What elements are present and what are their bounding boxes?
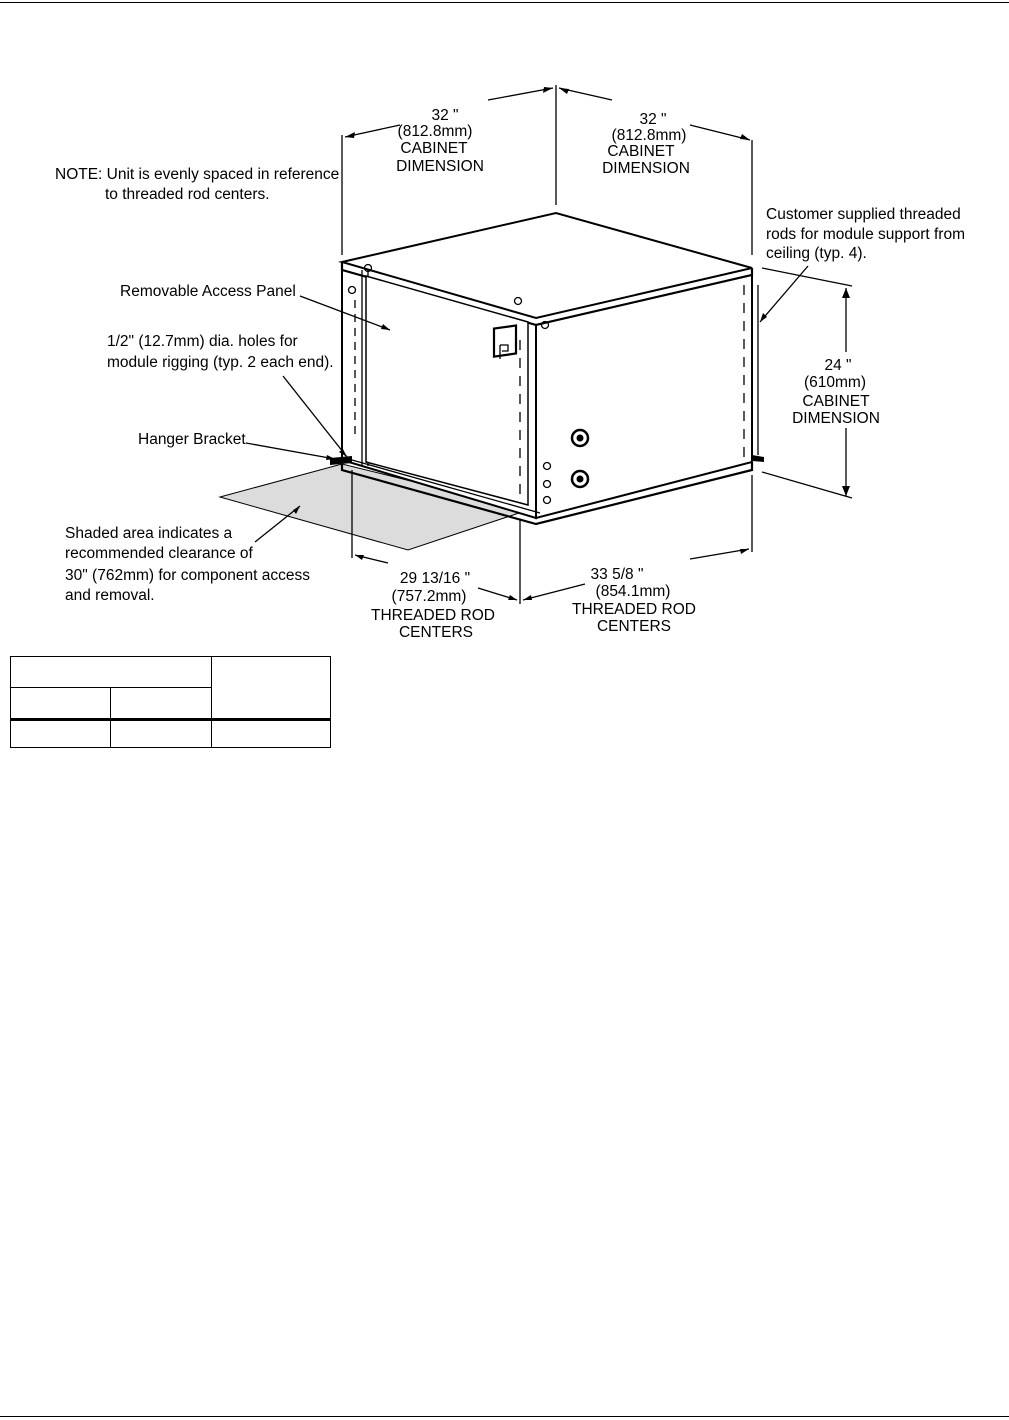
access-panel-label: Removable Access Panel — [120, 283, 296, 300]
rod-right-line1: 33 5/8 " — [590, 566, 644, 583]
dim-height-line4: DIMENSION — [792, 410, 880, 427]
clearance-line4: and removal. — [65, 587, 155, 604]
table-cell — [211, 720, 330, 748]
rod-left-line2: (757.2mm) — [391, 588, 467, 605]
customer-rods-line2: rods for module support from — [766, 226, 966, 243]
rigging-holes-line1: 1/2" (12.7mm) dia. holes for — [107, 333, 298, 350]
table-cell — [11, 657, 212, 688]
dim-right-line2: (812.8mm) — [611, 127, 687, 144]
table-row — [11, 720, 331, 748]
dim-right-line1: 32 " — [639, 111, 667, 128]
note-line2: to threaded rod centers. — [105, 186, 270, 203]
customer-rods-line3: ceiling (typ. 4). — [766, 245, 867, 262]
table-cell — [111, 720, 211, 748]
dim-height-line2: (610mm) — [803, 374, 867, 391]
customer-rods-line1: Customer supplied threaded — [766, 206, 961, 223]
dim-left-line4: DIMENSION — [396, 158, 484, 175]
dim-height-line3: CABINET — [802, 393, 870, 410]
table-cell — [211, 657, 330, 720]
dim-height-line1: 24 " — [824, 357, 852, 374]
dim-left-line3: CABINET — [400, 140, 468, 157]
clearance-line2: recommended clearance of — [65, 545, 253, 562]
panel-latch-icon — [494, 325, 516, 356]
note-line1: NOTE: Unit is evenly spaced in reference — [55, 166, 340, 183]
rigging-holes-leader — [283, 376, 347, 457]
dim-left-line1: 32 " — [431, 107, 459, 124]
table-cell — [11, 688, 111, 720]
table-cell — [11, 720, 111, 748]
clearance-line1: Shaded area indicates a — [65, 525, 233, 542]
rod-left-line3: THREADED ROD — [370, 607, 496, 624]
rigging-holes-line2: module rigging (typ. 2 each end). — [107, 354, 334, 371]
customer-rods-leader — [760, 266, 808, 322]
hanger-bracket-leader — [246, 443, 335, 459]
dim-right-line3: CABINET — [607, 143, 675, 160]
clearance-line3: 30" (762mm) for component access — [65, 567, 310, 584]
spec-table — [10, 656, 331, 748]
rod-right-line4: CENTERS — [596, 618, 672, 635]
rod-left-line1: 29 13/16 " — [399, 570, 471, 587]
bottom-rule — [0, 1416, 1009, 1417]
module-dimension-diagram — [0, 0, 1009, 650]
rod-right-line2: (854.1mm) — [595, 583, 671, 600]
hanger-bracket-label: Hanger Bracket — [138, 431, 246, 448]
table-cell — [111, 688, 211, 720]
rod-right-line3: THREADED ROD — [571, 601, 697, 618]
table-row — [11, 657, 331, 688]
dim-left-line2: (812.8mm) — [397, 123, 473, 140]
dim-right-line4: DIMENSION — [602, 160, 690, 177]
rod-left-line4: CENTERS — [398, 624, 474, 641]
